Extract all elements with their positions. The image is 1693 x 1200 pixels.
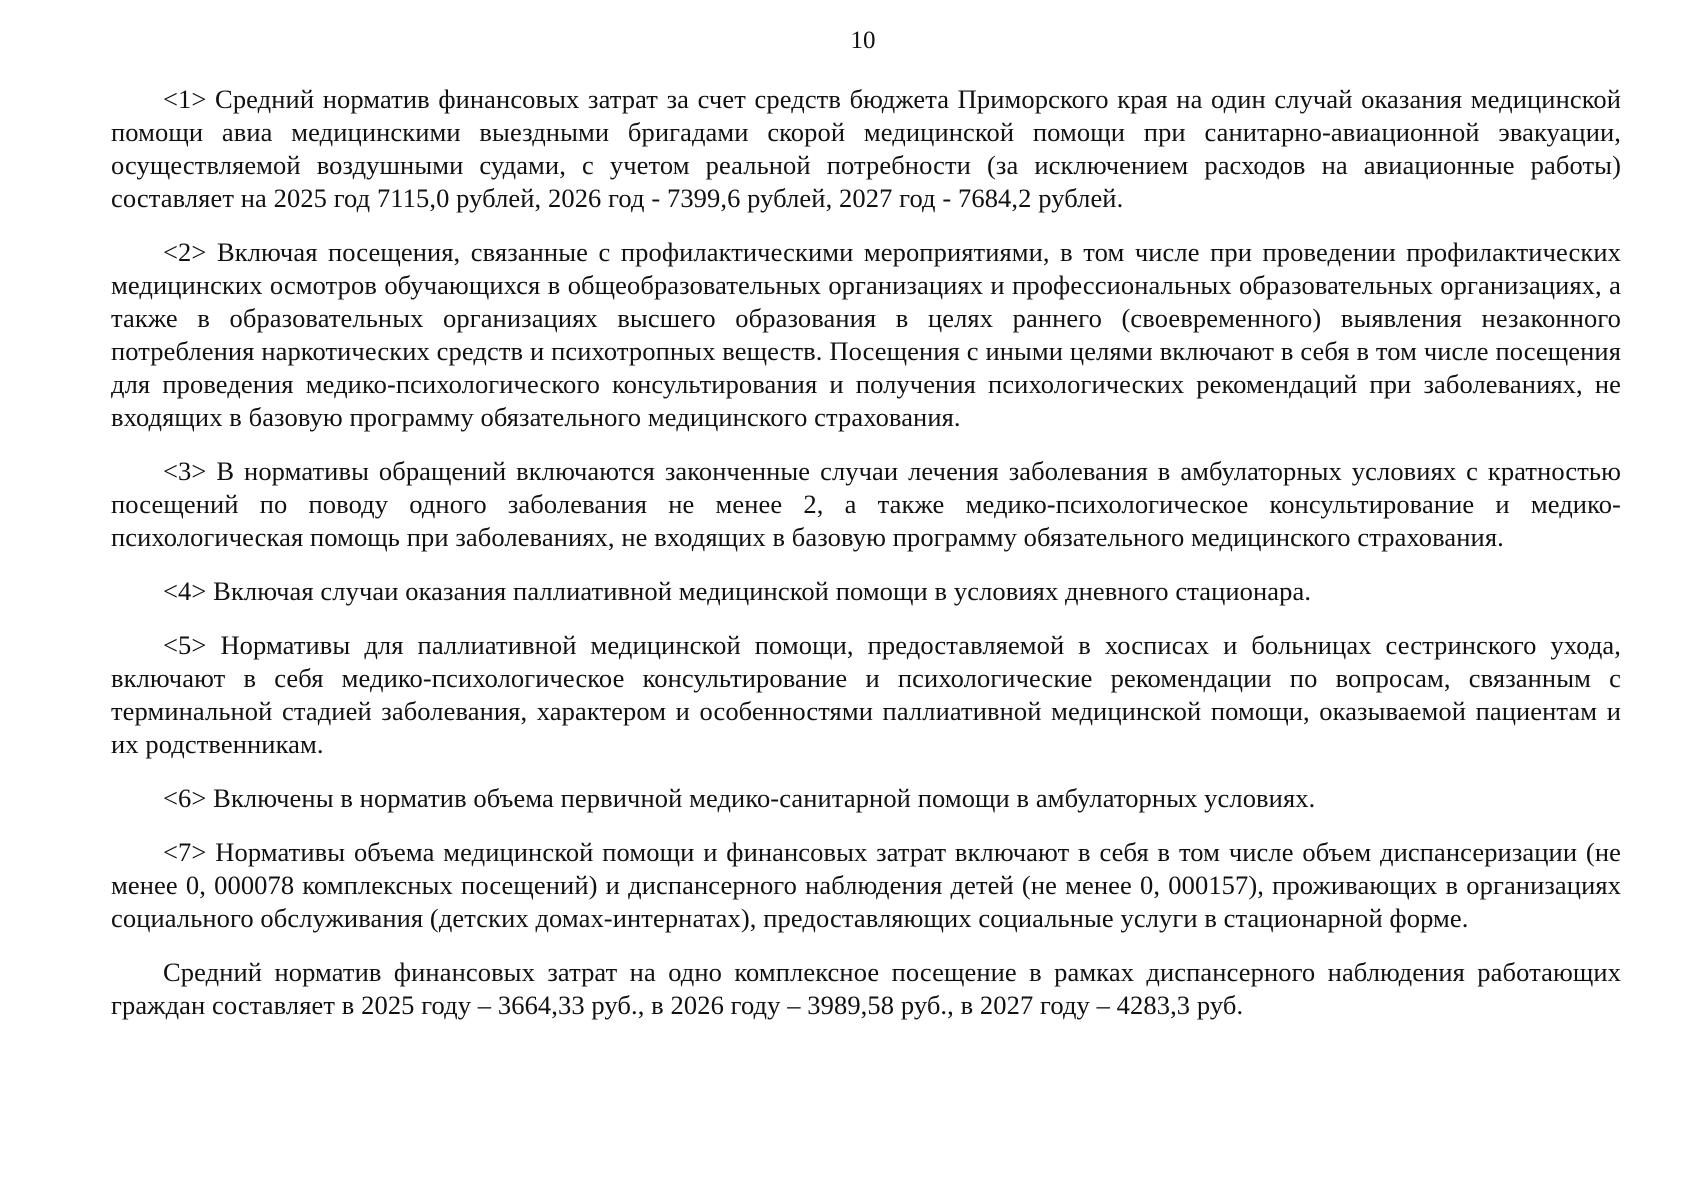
- document-body: [111, 83, 1621, 1022]
- page-number: 10: [850, 27, 876, 54]
- footnote-3: <3> В нормативы обращений включаются законченные случаи лечения заболевания в амбулаторных условиях с кратностью посещений по поводу одного заболевания не менее 2, а также медико-психологическое консультирование и медико-психологическая помощь при заболеваниях, не входящих в базовую программу обязательного медицинского страхования.: [111, 456, 1621, 552]
- footnote-5: <5> Нормативы для паллиативной медицинской помощи, предоставляемой в хосписах и больницах сестринского ухода, включают в себя медико-психологическое консультирование и психологические рекомендации по вопросам, связанным с терминальной стадией заболевания, характером и особенностями паллиативной медицинской помощи, оказываемой пациентам и их родственникам.: [111, 630, 1621, 759]
- footnote-6: <6> Включены в норматив объема первичной медико-санитарной помощи в амбулаторных условиях.: [163, 783, 1316, 813]
- footnote-1: <1> Средний норматив финансовых затрат за счет средств бюджета Приморского края на один случай оказания медицинской помощи авиа медицинскими выездными бригадами скорой медицинской помощи при санитарно-авиационной эвакуации, осуществляемой воздушными судами, с учетом реальной потребности (за исключением расходов на авиационные работы) составляет на 2025 год 7115,0 рублей, 2026 год - 7399,6 рублей, 2027 год - 7684,2 рублей.: [111, 84, 1621, 213]
- footnote-2: <2> Включая посещения, связанные с профилактическими мероприятиями, в том числе при проведении профилактических медицинских осмотров обучающихся в общеобразовательных организациях и профессиональных образовательных организациях, а также в образовательных организациях высшего образования в целях раннего (своевременного) выявления незаконного потребления наркотических средств и психотропных веществ. Посещения с иными целями включают в себя в том числе посещения для проведения медико-психологического консультирования и получения психологических рекомендаций при заболеваниях, не входящих в базовую программу обязательного медицинского страхования.: [111, 237, 1621, 432]
- footnote-4: <4> Включая случаи оказания паллиативной медицинской помощи в условиях дневного стационара.: [163, 576, 1312, 606]
- footnote-7: <7> Нормативы объема медицинской помощи и финансовых затрат включают в себя в том числе объем диспансеризации (не менее 0, 000078 комплексных посещений) и диспансерного наблюдения детей (не менее 0, 000157), проживающих в организациях социального обслуживания (детских домах-интернатах), предоставляющих социальные услуги в стационарной форме.: [111, 837, 1621, 933]
- closing-paragraph: Средний норматив финансовых затрат на одно комплексное посещение в рамках диспансерного наблюдения работающих граждан составляет в 2025 году – 3664,33 руб., в 2026 году – 3989,58 руб., в 2027 году – 4283,3 руб.: [111, 957, 1621, 1020]
